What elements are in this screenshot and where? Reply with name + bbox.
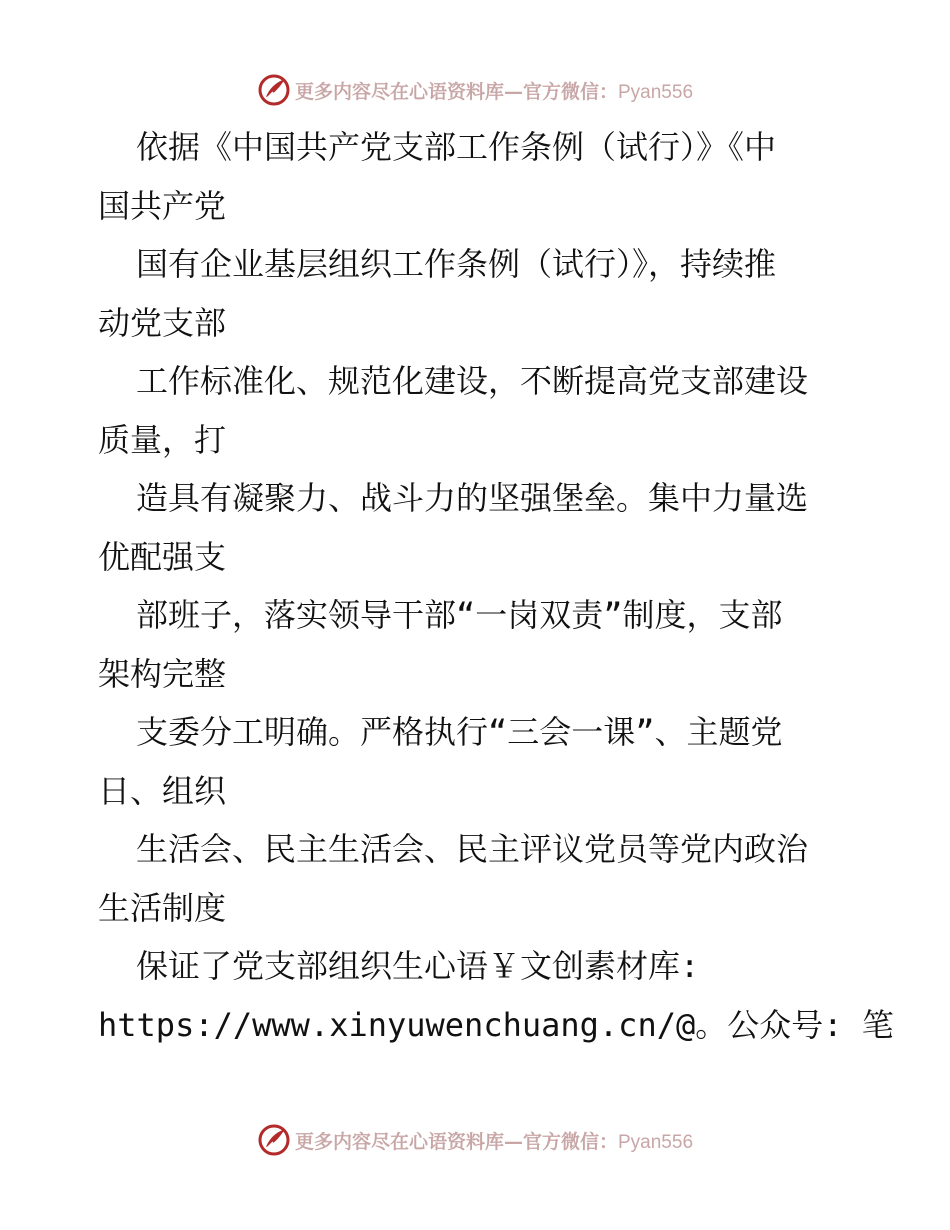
feather-pen-logo-icon: [257, 73, 291, 107]
feather-pen-logo-icon: [257, 1123, 291, 1157]
body-line: 动党支部: [98, 303, 227, 342]
body-line: 国共产党: [98, 186, 227, 225]
body-line: 生活会、民主生活会、民主评议党员等党内政治: [136, 830, 809, 868]
banner-text: 更多内容尽在心语资料库—官方微信：: [294, 1130, 618, 1153]
body-line: 造具有凝聚力、战斗力的坚强堡垒。集中力量选: [136, 479, 809, 517]
document-body: [98, 118, 894, 1054]
footer-watermark-banner: [0, 1120, 950, 1160]
header-watermark-banner: [0, 70, 950, 110]
body-line: 生活制度: [98, 888, 227, 927]
body-line: 架构完整: [98, 654, 227, 693]
body-line: 保证了党支部组织生心语￥文创素材库:: [136, 947, 700, 985]
banner-wechat-id: Pyan556: [618, 81, 694, 103]
banner-wechat-id: Pyan556: [618, 1131, 694, 1153]
body-line: 工作标准化、规范化建设，不断提高党支部建设: [136, 362, 809, 400]
body-line-url: https://www.xinyuwenchuang.cn/@。公众号: 笔: [98, 1005, 894, 1044]
body-line: 质量，打: [98, 420, 227, 459]
banner-text: 更多内容尽在心语资料库—官方微信：: [294, 80, 618, 103]
body-line: 部班子，落实领导干部“一岗双责”制度，支部: [136, 596, 783, 634]
body-line: 国有企业基层组织工作条例（试行）》，持续推: [136, 245, 777, 283]
body-line: 依据《中国共产党支部工作条例（试行）》《中: [136, 128, 777, 166]
body-line: 优配强支: [98, 537, 227, 576]
body-line: 日、组织: [98, 771, 227, 810]
body-line: 支委分工明确。严格执行“三会一课”、主题党: [136, 713, 783, 751]
